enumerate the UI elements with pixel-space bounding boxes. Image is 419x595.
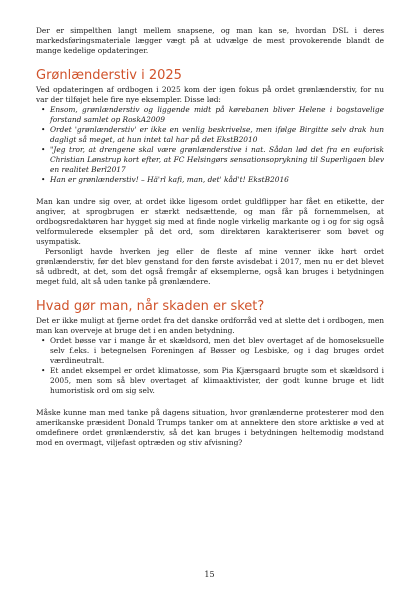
section-heading-gronlaenderstiv-2025: Grønlænderstiv i 2025 <box>36 68 182 83</box>
closing-paragraph: Måske kunne man med tanke på dagens situation, hvor grønlænderne protesterer mod den amerikanske præsident Donald Trumps tanker om at annektere den store arktiske ø ved at omdefinere ordet grønlænderstiv, så det kan bruges i betydningen heltemodig modstand mod en overmagt, viljefast optræden og stiv afvisning? <box>36 408 384 447</box>
example-list <box>36 105 384 185</box>
section1-lead: Ved opdateringen af ordbogen i 2025 kom der igen fokus på ordet grønlænderstiv, for nu var der tilføjet hele fire nye eksempler. Disse lød: <box>36 85 384 104</box>
bullet-item: • Ordet bøsse var i mange år et skældsord, men det blev overtaget af de homoseksuelle selv f.eks. i betegnelsen Foreningen af Bøsser og Lesbiske, og i dag bruges ordet værdineutralt. <box>50 336 384 366</box>
section1-paragraph-1: Man kan undre sig over, at ordet ikke ligesom ordet guldflipper har fået en etikette, der angiver, at sprogbrugen er stærkt nedsættende, og man får på fornemmelsen, at ordbogsredaktøren har hygget sig med at finde nogle virkelig markante og i og for sig også velformulerede eksempler på det ord, som direktøren karakteriserer som bøvet og usympatisk. <box>36 197 384 246</box>
example-item: • Ensom, grønlænderstiv og liggende midt på kørebanen bliver Helene i bogstavelige forstand samlet op RoskA2009 <box>50 105 384 125</box>
section2-lead: Det er ikke muligt at fjerne ordet fra det danske ordforråd ved at slette det i ordbogen, men man kan overveje at bruge det i en anden betydning. <box>36 316 384 335</box>
spacer <box>36 185 384 197</box>
intro-paragraph: Der er simpelthen langt mellem snapsene, og man kan se, hvordan DSL i deres markedsføringsmateriale lægger vægt på at udvælge de mest provokerende blandt de mange kedelige opdateringer. <box>36 26 384 55</box>
example-item: • Han er grønlænderstiv! – Hä'rl kafi, man, det' kåd't! EkstB2016 <box>50 175 384 185</box>
bullet-item: • Et andet eksempel er ordet klimatosse, som Pia Kjærsgaard brugte som et skældsord i 2005, men som så blev overtaget af klimaaktivister, der godt kunne bruge et lidt humoristisk ord om sig selv. <box>50 366 384 396</box>
document-page <box>36 26 384 448</box>
section-heading-skaden: Hvad gør man, når skaden er sket? <box>36 299 265 314</box>
example-item: • Ordet 'grønlænderstiv' er ikke en venlig beskrivelse, men ifølge Birgitte selv drak hun dagligt så meget, at hun intet tal har på det EkstB2010 <box>50 125 384 145</box>
page-number: 15 <box>204 570 215 579</box>
example-item: • "Jeg tror, at drengene skal være grønlænderstive i nat. Sådan lød det fra en euforisk Christian Lønstrup kort efter, at FC Helsingørs sensationsoprykning til Superligaen blev en realitet Berl2017 <box>50 145 384 175</box>
section1-paragraph-2: Personligt havde hverken jeg eller de fleste af mine venner ikke hørt ordet grønlænderstiv, før det blev genstand for den første avisdebat i 2017, men nu er det blevet så udbredt, at det, som det også fremgår af eksemplerne, også kan bruges i betydningen meget fuld, alt så uden tanke på grønlændere. <box>36 247 384 286</box>
bullet-list <box>36 336 384 396</box>
spacer <box>36 396 384 408</box>
